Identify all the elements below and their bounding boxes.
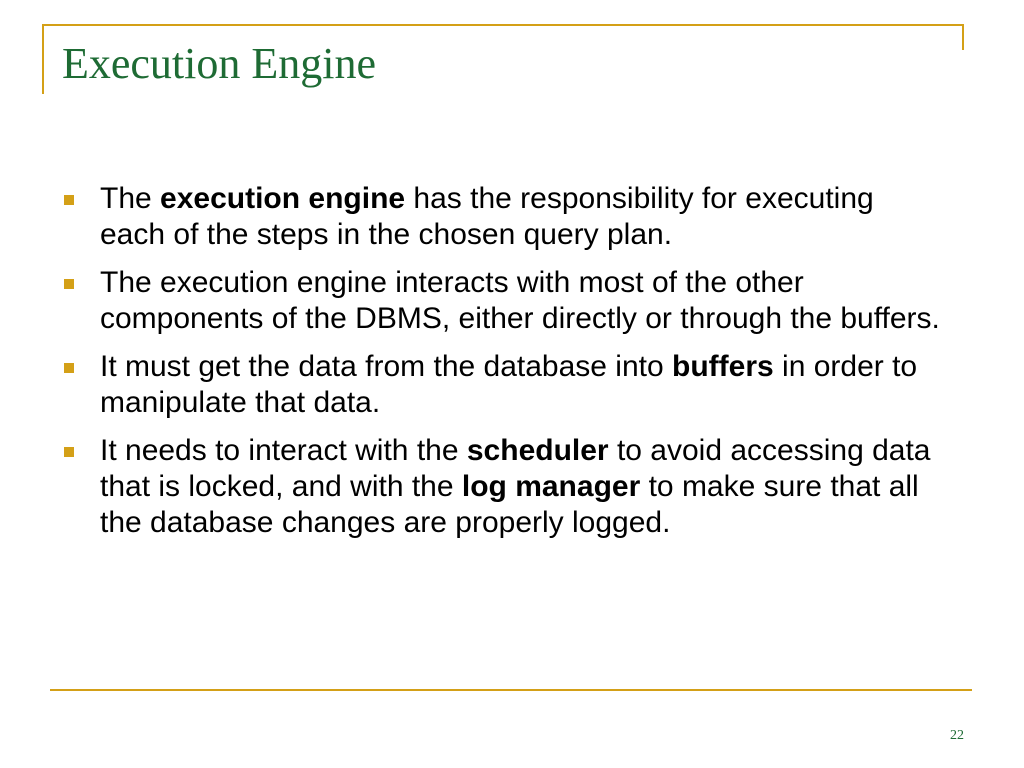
bullet-text: The [100, 182, 161, 215]
bullet-item [60, 433, 940, 541]
bullet-bold-term: buffers [672, 350, 774, 383]
bullet-list [60, 181, 940, 553]
bullet-item [60, 349, 940, 421]
footer-divider [50, 689, 972, 691]
bullet-text: It needs to interact with the [100, 434, 467, 467]
bullet-text: The execution engine interacts with most of the other components of the DBMS, either directly or through the buffers. [100, 266, 940, 335]
bullet-text: has the responsibility for executing each of the steps in the chosen query plan. [100, 182, 874, 251]
square-bullet-icon [64, 447, 74, 457]
bullet-item [60, 181, 940, 253]
square-bullet-icon [64, 279, 74, 289]
bullet-text: to make sure that all the database changes are properly logged. [100, 470, 919, 539]
bullet-text: in order to manipulate that data. [100, 350, 918, 419]
bullet-item [60, 265, 940, 337]
bullet-text: It must get the data from the database into [100, 350, 673, 383]
page-number: 22 [950, 728, 964, 743]
square-bullet-icon [64, 363, 74, 373]
slide-title: Execution Engine [62, 39, 377, 88]
bullet-text: to avoid accessing data that is locked, and with the [100, 434, 931, 503]
bullet-bold-term: scheduler [466, 434, 609, 467]
bullet-bold-term: execution engine [160, 182, 406, 215]
title-frame-left-line [42, 24, 44, 94]
square-bullet-icon [64, 195, 74, 205]
title-frame-right-line [962, 24, 964, 50]
title-frame-top-line [42, 24, 964, 26]
bullet-bold-term: log manager [461, 470, 641, 503]
